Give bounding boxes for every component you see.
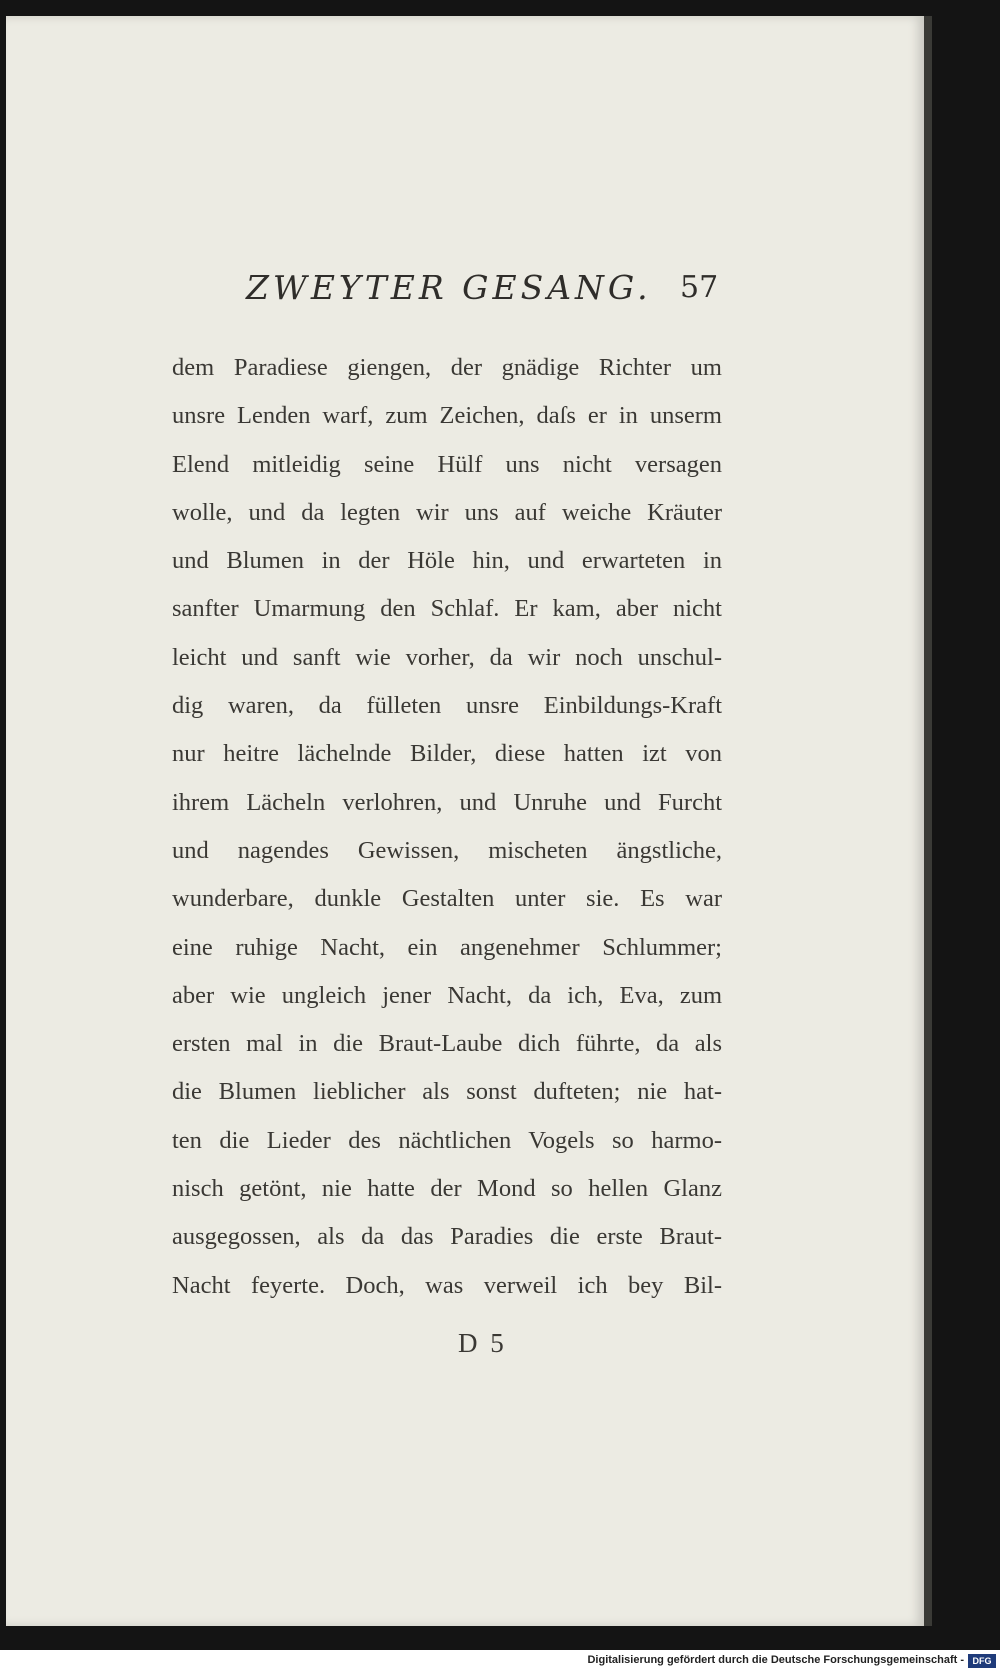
page-number: 57: [680, 270, 719, 305]
text-line: dig waren, da fülleten unsre Einbildungs-Kraft: [172, 692, 722, 720]
footer: [0, 1650, 1000, 1672]
text-line: wunderbare, dunkle Gestalten unter sie. Es war: [172, 885, 722, 913]
text-line: wolle, und da legten wir uns auf weiche Kräuter: [172, 498, 722, 526]
text-line: und nagendes Gewissen, mischeten ängstliche,: [172, 836, 722, 864]
text-line: eine ruhige Nacht, ein angenehmer Schlummer;: [172, 933, 722, 961]
text-line: ersten mal in die Braut-Laube dich führte, da als: [172, 1030, 722, 1058]
text-line: sanfter Umarmung den Schlaf. Er kam, aber nicht: [172, 595, 722, 623]
text-line: ihrem Lächeln verlohren, und Unruhe und Furcht: [172, 788, 722, 816]
signature-mark: D 5: [458, 1328, 507, 1358]
text-line: Elend mitleidig seine Hülf uns nicht versagen: [172, 450, 722, 478]
text-line: aber wie ungleich jener Nacht, da ich, Eva, zum: [172, 981, 722, 1009]
body-text: [172, 344, 722, 1310]
text-line: unsre Lenden warf, zum Zeichen, daſs er in unserm: [172, 402, 722, 430]
text-line: dem Paradiese giengen, der gnädige Richter um: [172, 354, 722, 381]
text-line: nur heitre lächelnde Bilder, diese hatten izt von: [172, 740, 722, 768]
page-edge: [924, 16, 932, 1626]
running-title: ZWEYTER GESANG.: [246, 268, 652, 307]
footer-credit: Digitalisierung gefördert durch die Deutsche Forschungsgemeinschaft -: [587, 1654, 964, 1666]
text-line: und Blumen in der Höle hin, und erwarteten in: [172, 547, 722, 575]
dfg-logo: DFG: [968, 1654, 996, 1668]
book-page: [6, 16, 924, 1626]
text-line: leicht und sanft wie vorher, da wir noch unschul-: [172, 643, 722, 671]
text-line: die Blumen lieblicher als sonst dufteten; nie hat-: [172, 1078, 722, 1106]
text-line: ten die Lieder des nächtlichen Vogels so harmo-: [172, 1126, 722, 1154]
text-line: nisch getönt, nie hatte der Mond so hellen Glanz: [172, 1175, 722, 1203]
text-line: ausgegossen, als da das Paradies die erste Braut-: [172, 1223, 722, 1251]
text-line: Nacht feyerte. Doch, was verweil ich bey Bil-: [172, 1271, 722, 1299]
page-header: [6, 268, 924, 318]
